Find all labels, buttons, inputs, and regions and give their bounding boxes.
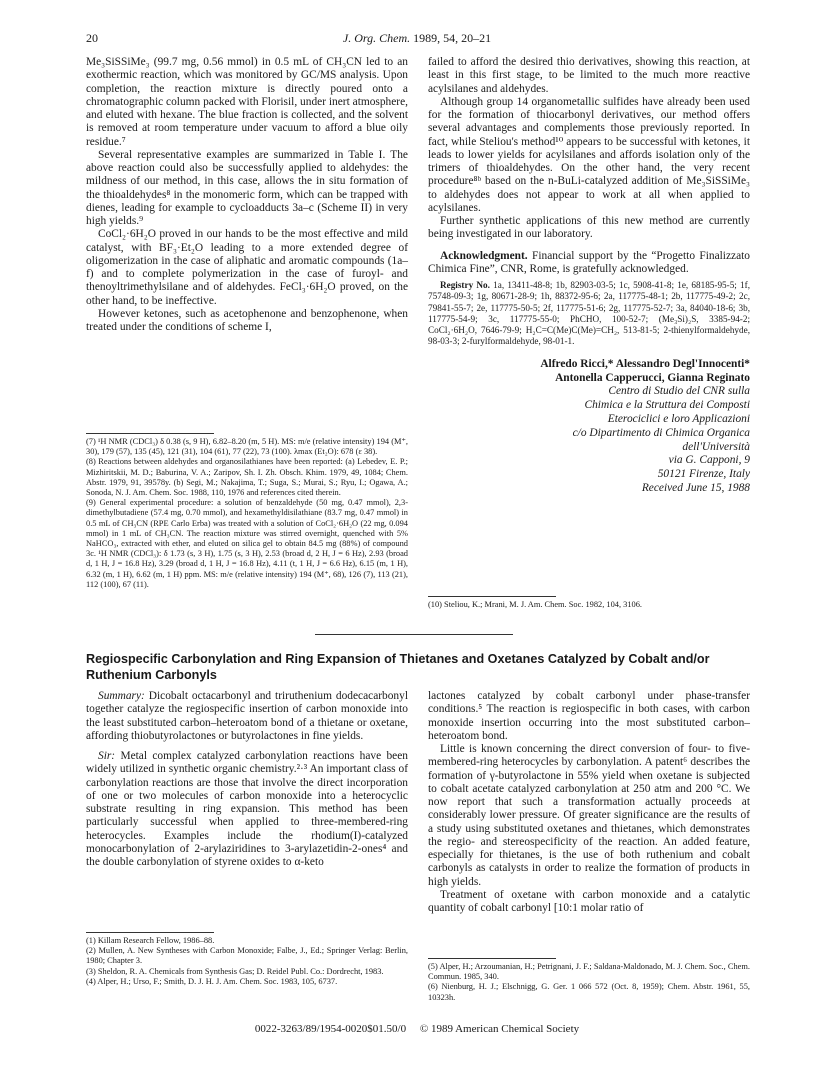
registry-text: 1a, 13411-48-8; 1b, 82903-03-5; 1c, 5908-41-8; 1e, 68185-95-5; 1f, 75748-09-3; 1g, 80671-28-9; 1h, 88372-95-6; 2a, 117775-48-1; 2b, 117775-49-2; 2c, 79841-55-7; 2e, 117775-50-5; 2f, 117775-51-6; 2g, 117775-52-7; 3a, 84040-18-6; 3b, 117775-54-9; 3c, 117775-55-0; PhCHO, 100-52-7; (Me₃Si)₂S, 3385-94-2; CoCl₂·6H₂O, 7646-79-9; H₂C=C(Me)C(Me)=CH₂, 513-81-5; 2-thienylformaldehyde, 98-03-3; 2-furylformaldehyde, 98-01-1. — [428, 280, 751, 347]
footnote-rule — [86, 932, 214, 933]
footnote-2: (2) Mullen, A. New Syntheses with Carbon Monoxide; Falbe, J., Ed.; Springer Verlag: Berlin, 1980; Chapter 3. — [86, 946, 408, 966]
footnote-6: (6) Nienburg, H. J.; Elschnigg, G. Ger. 1 066 572 (Oct. 8, 1959); Chem. Abstr. 1961, 55, 10323h. — [428, 982, 750, 1002]
article1-right-footnotes — [428, 600, 750, 610]
address-line: Centro di Studio del CNR sulla — [608, 385, 750, 398]
article1-right-column — [428, 56, 750, 496]
footnote-rule — [428, 596, 556, 597]
footnote-rule — [86, 433, 214, 434]
article2-left-column — [86, 690, 408, 869]
footnote-10: (10) Steliou, K.; Mrani, M. J. Am. Chem. Soc. 1982, 104, 3106. — [428, 600, 643, 609]
article2-right-footnotes — [428, 962, 750, 1003]
footnote-rule — [428, 958, 556, 959]
address-line: c/o Dipartimento di Chimica Organica — [572, 426, 750, 439]
registry-numbers — [428, 280, 750, 348]
acknowledgment-text: Financial support by the “Progetto Finalizzato Chimica Fine”, CNR, Rome, is gratefully acknowledged. — [428, 249, 750, 275]
summary-text: Dicobalt octacarbonyl and triruthenium dodecacarbonyl together catalyze the regiospecific insertion of carbon monoxide into the least substituted carbon–heteroatom bond of a thietane or oxetane, affording thiobutyrolactones or butyrolactones in fine yields. — [86, 690, 408, 742]
article1-left-body — [86, 56, 408, 334]
address-line: Chimica e la Struttura dei Composti — [584, 399, 750, 412]
footnote-1: (1) Killam Research Fellow, 1986–88. — [86, 936, 215, 945]
article2-title: Regiospecific Carbonylation and Ring Expansion of Thietanes and Oxetanes Catalyzed by Cobalt and/or Ruthenium Carbonyls — [86, 652, 710, 682]
article2-intro — [86, 750, 408, 869]
paragraph: Little is known concerning the direct conversion of four- to five-membered-ring heterocycles by carbonylation. A patent⁶ describes the formation of γ-butyrolactone in 55% yield when oxetane is subjected to cobalt acetate catalyzed carbonylation at 250 atm and 200 °C. We now report that such a transformation actually proceeds at considerably lower pressure. Of greater significance are the results of a study using substituted oxetanes and thietanes, which demonstrates the regio- and stereospecificity of the reaction. An added feature, especially for thietanes, is the use of both ruthenium and cobalt carbonyls as catalysts in order to realize the formation of products in high yields. — [428, 743, 750, 888]
article2-summary — [86, 690, 408, 743]
summary-label: Summary: — [98, 690, 145, 702]
acknowledgment — [428, 250, 750, 277]
paragraph: However ketones, such as acetophenone and benzophenone, when treated under the conditions of scheme I, — [86, 307, 408, 333]
article1-left-footnotes — [86, 437, 408, 590]
paragraph: Several representative examples are summarized in Table I. The above reaction could also be successfully applied to aldehydes: the mildness of our method, in this case, allows the in situ formation of the thioaldehydes⁸ in the monomeric form, which can be trapped with dienes, leading for example to cycloadducts 3a–c (Scheme II) in very high yields.⁹ — [86, 148, 408, 227]
footnote-7: (7) ¹H NMR (CDCl₃) δ 0.38 (s, 9 H), 6.82–8.20 (m, 5 H). MS: m/e (relative intensity) 194 (M⁺, 30), 179 (57), 135 (45), 121 (31), 104 (61), 77 (22), 73 (100). λmax (Et₂O): 678 (ε 38). — [86, 437, 408, 457]
address-line: via G. Capponi, 9 — [668, 454, 750, 467]
page-footer — [86, 1022, 748, 1036]
footnote-8: (8) Reactions between aldehydes and organosilathianes have been reported: (a) Lebedev, E. P.; Mizhiritskii, M. D.; Baburina, V. A.; Zaripov, Sh. I. Zh. Obsch. Khim. 1979, 49, 1084; Chem. Abstr. 1979, 91, 39578y. (b) Segi, M.; Nakajima, T.; Suga, S.; Murai, S.; Ryu, I.; Ogawa, A.; Sonoda, N. J. Am. Chem. Soc. 1988, 110, 1976 and references cited therein. — [86, 457, 408, 498]
journal-citation — [86, 30, 748, 46]
article-code: 0022-3263/89/1954-0020$01.50/0 — [254, 1023, 407, 1035]
paragraph: Further synthetic applications of this new method are currently being investigated in our laboratory. — [428, 215, 750, 241]
article2-left-footnotes — [86, 936, 408, 987]
article1-left-column — [86, 56, 408, 334]
authors-line: Alfredo Ricci,* Alessandro Degl'Innocenti* — [540, 357, 750, 370]
acknowledgment-label: Acknowledgment. — [440, 249, 528, 262]
article2-right-column — [428, 690, 750, 915]
authors-line: Antonella Capperucci, Gianna Reginato — [555, 371, 750, 384]
footnote-9: (9) General experimental procedure: a solution of benzaldehyde (50 mg, 0.47 mmol), 2,3-dimethylbutadiene (57.4 mg, 0.70 mmol), and hexamethyldisilathiane (83.7 mg, 0.47 mmol) in 0.5 mL of CH₃CN (RPE Carlo Erba) was treated with a solution of CoCl₂·6H₂O (22 mg, 0.094 mmol) in 1 mL of CH₃CN. The reaction mixture was stirred overnight, quenched with 5% NaHCO₃, extracted with ether, and eluted on silica gel to obtain 84.5 mg (88%) of compound 3c. ¹H NMR (CDCl₃): δ 1.73 (s, 3 H), 1.75 (s, 3 H), 2.53 (broad d, 2 H, J = 6 Hz), 2.93 (broad d, 1 H, J = 16.8 Hz), 3.29 (broad d, 1 H, J = 16.8 Hz), 4.11 (t, 1 H, J = 6.6 Hz), 6.15 (m, 1 H), 6.32 (m, 1 H), 6.62 (m, 1 H) ppm. MS: m/e (relative intensity) 194 (M⁺, 68), 126 (7), 113 (21), 112 (100), 67 (11). — [86, 498, 408, 589]
volume-pages: 1989, 54, 20–21 — [413, 31, 492, 45]
footnote-5: (5) Alper, H.; Arzoumanian, H.; Petrignani, J. F.; Saldana-Maldonado, M. J. Chem. Soc., Chem. Commun. 1985, 340. — [428, 962, 750, 982]
paragraph: CoCl₂·6H₂O proved in our hands to be the most effective and mild catalyst, with BF₃·Et₂O leading to a more extended degree of oligomerization in the case of aliphatic and aromatic compounds (1a–f) and to complete polymerization in the case of furoyl- and thenoyltrimethylsilane and of aldehydes. FeCl₃·6H₂O proved, on the other hand, to be ineffective. — [86, 228, 408, 307]
received-date: Received June 15, 1988 — [641, 481, 750, 494]
article-divider — [315, 634, 513, 635]
registry-label: Registry No. — [440, 280, 490, 290]
journal-name: J. Org. Chem. — [342, 31, 411, 45]
paragraph: failed to afford the desired thio derivatives, showing this reaction, at least in this first stage, to be limited to the much more reactive acylsilanes and aldehydes. — [428, 56, 750, 95]
sir-text: Metal complex catalyzed carbonylation reactions have been widely utilized in synthetic organic chemistry.²·³ An important class of carbonylation reactions are those that involve the direct incorporation of one or two molecules of carbon monoxide into a heterocyclic substrate resulting in ring expansion. This method has been particularly successful when applied to three-membered-ring heterocycles. Examples include the rhodium(I)-catalyzed monocarbonylation of 2-arylaziridines to 3-arylazetidin-2-ones⁴ and the double carbonylation of styrene oxides to α-keto — [86, 750, 408, 868]
address-line: dell'Università — [682, 440, 750, 453]
running-header — [86, 30, 748, 46]
paragraph: lactones catalyzed by cobalt carbonyl under phase-transfer conditions.⁵ The reaction is regiospecific in both cases, with carbon monoxide insertion occurring into the most substituted carbon–heteroatom bond. — [428, 690, 750, 742]
paragraph: Me₃SiSSiMe₃ (99.7 mg, 0.56 mmol) in 0.5 mL of CH₃CN led to an exothermic reaction, which was monitored by GC/MS analysis. Upon completion, the reaction mixture is directly poured onto a chromatographic column packed with Florisil, under inert atmosphere, and eluted with hexane. The blue fraction is collected, and the solvent is removed at room temperature under vacuum to afford a blue oily residue.⁷ — [86, 56, 408, 148]
page-number: 20 — [86, 31, 98, 45]
address-line: 50121 Firenze, Italy — [657, 468, 750, 481]
copyright: © 1989 American Chemical Society — [419, 1023, 580, 1035]
article2-right-body — [428, 690, 750, 915]
paragraph: Treatment of oxetane with carbon monoxide and a catalytic quantity of cobalt carbonyl [10:1 molar ratio of — [428, 888, 750, 914]
footnote-4: (4) Alper, H.; Urso, F.; Smith, D. J. H. J. Am. Chem. Soc. 1983, 105, 6737. — [86, 976, 338, 986]
footnote-3: (3) Sheldon, R. A. Chemicals from Synthesis Gas; D. Reidel Publ. Co.: Dordrecht, 1983. — [86, 966, 384, 976]
article1-right-body — [428, 56, 750, 242]
sir-label: Sir: — [98, 750, 116, 762]
author-block — [428, 358, 750, 496]
paragraph: Although group 14 organometallic sulfides have already been used for the formation of thiocarbonyl derivatives, our method offers several advantages and complements those previously reported. In fact, while Steliou's method¹⁰ appears to be successful with ketones, it leads to lower yields for acylsilanes and affords isolation only of the trimers of thioaldehydes. On the other hand, the very recent procedure⁸ᵇ based on the n-BuLi-catalyzed addition of Me₃SiSSiMe₃ to aldehydes does not appear to work at all when applied to acylsilanes. — [428, 95, 750, 214]
address-line: Eterociclici e loro Applicazioni — [607, 412, 750, 425]
